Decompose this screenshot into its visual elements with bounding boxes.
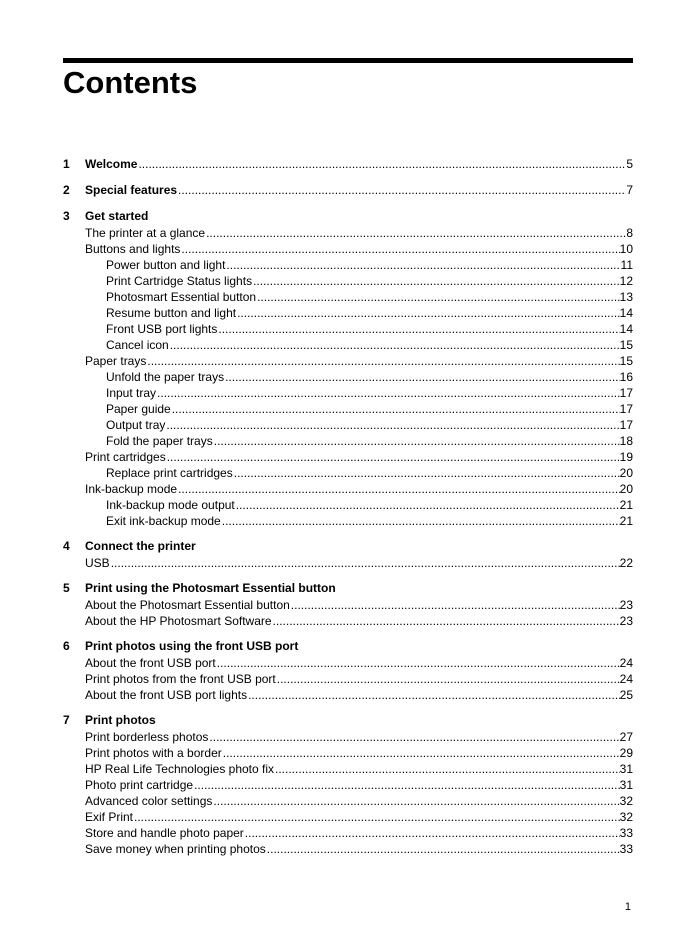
entry-page-number: 31 <box>619 778 633 792</box>
entry-title: Cancel icon <box>106 338 169 352</box>
dot-leader <box>275 761 620 777</box>
toc-entry[interactable] <box>63 401 633 417</box>
toc-entry[interactable] <box>63 555 633 571</box>
entry-title: Exit ink-backup mode <box>106 514 221 528</box>
dot-leader <box>217 655 620 671</box>
toc-chapter-heading[interactable] <box>63 208 633 225</box>
toc-chapter <box>63 712 633 857</box>
toc-entry[interactable] <box>63 761 633 777</box>
toc-entry[interactable] <box>63 513 633 529</box>
entry-title: HP Real Life Technologies photo fix <box>85 762 275 776</box>
dot-leader <box>213 793 619 809</box>
entry-page-number: 32 <box>619 810 633 824</box>
entry-title: Input tray <box>106 386 157 400</box>
page-number: 1 <box>624 901 631 913</box>
entry-page-number: 20 <box>619 466 633 480</box>
chapter-number: 7 <box>63 713 70 727</box>
dot-leader <box>167 449 620 465</box>
toc-entry[interactable] <box>63 225 633 241</box>
chapter-title: Print photos using the front USB port <box>85 639 299 653</box>
chapter-page-number: 7 <box>626 183 633 197</box>
chapter-title: Connect the printer <box>85 539 196 553</box>
entry-title: Photo print cartridge <box>85 778 194 792</box>
toc-entry[interactable] <box>63 353 633 369</box>
entry-page-number: 11 <box>620 258 633 272</box>
entry-page-number: 16 <box>619 370 633 384</box>
entry-title: Photosmart Essential button <box>106 290 257 304</box>
dot-leader <box>178 481 620 497</box>
table-of-contents <box>63 156 633 866</box>
toc-chapter-heading[interactable] <box>63 638 633 655</box>
toc-entry[interactable] <box>63 321 633 337</box>
chapter-number: 2 <box>63 183 70 197</box>
entry-title: Save money when printing photos <box>85 842 266 856</box>
entry-page-number: 10 <box>619 242 633 256</box>
entry-page-number: 31 <box>619 762 633 776</box>
toc-entry[interactable] <box>63 465 633 481</box>
toc-entry[interactable] <box>63 257 633 273</box>
dot-leader <box>273 613 620 629</box>
toc-chapter <box>63 638 633 703</box>
toc-entry[interactable] <box>63 613 633 629</box>
entry-page-number: 14 <box>619 306 633 320</box>
dot-leader <box>157 385 620 401</box>
dot-leader <box>236 497 620 513</box>
dot-leader <box>166 417 619 433</box>
entry-page-number: 14 <box>619 322 633 336</box>
entry-title: Print cartridges <box>85 450 166 464</box>
entry-page-number: 21 <box>619 514 633 528</box>
toc-chapter-heading[interactable] <box>63 580 633 597</box>
toc-entry[interactable] <box>63 385 633 401</box>
entry-page-number: 17 <box>619 418 633 432</box>
entry-page-number: 27 <box>619 730 633 744</box>
dot-leader <box>223 745 620 761</box>
entry-title: Unfold the paper trays <box>106 370 225 384</box>
dot-leader <box>277 671 620 687</box>
entry-page-number: 33 <box>619 826 633 840</box>
entry-page-number: 12 <box>619 274 633 288</box>
entry-page-number: 15 <box>619 354 633 368</box>
dot-leader <box>253 273 620 289</box>
dot-leader <box>218 321 619 337</box>
entry-page-number: 20 <box>619 482 633 496</box>
toc-entry[interactable] <box>63 687 633 703</box>
entry-page-number: 13 <box>619 290 633 304</box>
chapter-number: 1 <box>63 157 70 171</box>
dot-leader <box>234 465 620 481</box>
toc-chapter <box>63 208 633 529</box>
entry-title: Print photos with a border <box>85 746 222 760</box>
toc-entry[interactable] <box>63 449 633 465</box>
entry-page-number: 24 <box>619 656 633 670</box>
toc-chapter-heading[interactable] <box>63 156 633 173</box>
chapter-number: 3 <box>63 209 70 223</box>
entry-title: Print borderless photos <box>85 730 209 744</box>
entry-page-number: 23 <box>619 598 633 612</box>
chapter-title: Print using the Photosmart Essential button <box>85 581 336 595</box>
entry-title: Advanced color settings <box>85 794 213 808</box>
dot-leader <box>206 225 626 241</box>
toc-chapter-heading[interactable] <box>63 538 633 555</box>
toc-entry[interactable] <box>63 809 633 825</box>
entry-page-number: 21 <box>619 498 633 512</box>
chapter-page-number: 5 <box>626 157 633 171</box>
entry-title: Replace print cartridges <box>106 466 233 480</box>
toc-entry[interactable] <box>63 793 633 809</box>
toc-chapter-heading[interactable] <box>63 182 633 199</box>
dot-leader <box>178 182 626 199</box>
entry-title: The printer at a glance <box>85 226 206 240</box>
toc-entry[interactable] <box>63 671 633 687</box>
toc-chapter <box>63 156 633 173</box>
entry-page-number: 8 <box>626 226 633 240</box>
chapter-title: Special features <box>85 183 178 197</box>
toc-entry[interactable] <box>63 369 633 385</box>
dot-leader <box>214 433 620 449</box>
toc-chapter-heading[interactable] <box>63 712 633 729</box>
dot-leader <box>245 825 620 841</box>
entry-page-number: 32 <box>619 794 633 808</box>
entry-page-number: 25 <box>619 688 633 702</box>
entry-title: Output tray <box>106 418 166 432</box>
dot-leader <box>248 687 620 703</box>
dot-leader <box>111 555 620 571</box>
entry-page-number: 29 <box>619 746 633 760</box>
entry-title: Paper trays <box>85 354 147 368</box>
dot-leader <box>225 369 620 385</box>
toc-entry[interactable] <box>63 273 633 289</box>
entry-title: Paper guide <box>106 402 171 416</box>
dot-leader <box>209 729 619 745</box>
entry-page-number: 24 <box>619 672 633 686</box>
chapter-title: Get started <box>85 209 149 223</box>
dot-leader <box>222 513 620 529</box>
entry-title: Print photos from the front USB port <box>85 672 276 686</box>
toc-entry[interactable] <box>63 305 633 321</box>
entry-title: Buttons and lights <box>85 242 181 256</box>
entry-title: About the front USB port <box>85 656 216 670</box>
toc-chapter <box>63 182 633 199</box>
header-rule <box>63 58 633 63</box>
chapter-number: 4 <box>63 539 70 553</box>
entry-page-number: 18 <box>619 434 633 448</box>
dot-leader <box>194 777 620 793</box>
dot-leader <box>172 401 620 417</box>
entry-title: USB <box>85 556 110 570</box>
entry-page-number: 15 <box>619 338 633 352</box>
entry-title: About the front USB port lights <box>85 688 248 702</box>
toc-entry[interactable] <box>63 825 633 841</box>
toc-entry[interactable] <box>63 481 633 497</box>
entry-title: Store and handle photo paper <box>85 826 244 840</box>
toc-entry[interactable] <box>63 745 633 761</box>
dot-leader <box>267 841 620 857</box>
entry-title: Resume button and light <box>106 306 237 320</box>
entry-page-number: 23 <box>619 614 633 628</box>
dot-leader <box>181 241 619 257</box>
toc-entry[interactable] <box>63 497 633 513</box>
dot-leader <box>170 337 620 353</box>
dot-leader <box>147 353 619 369</box>
entry-title: Power button and light <box>106 258 226 272</box>
entry-title: Fold the paper trays <box>106 434 213 448</box>
toc-entry[interactable] <box>63 777 633 793</box>
toc-entry[interactable] <box>63 433 633 449</box>
toc-entry[interactable] <box>63 417 633 433</box>
chapter-title: Welcome <box>85 157 138 171</box>
entry-title: About the HP Photosmart Software <box>85 614 272 628</box>
toc-entry[interactable] <box>63 841 633 857</box>
entry-page-number: 22 <box>619 556 633 570</box>
dot-leader <box>237 305 620 321</box>
page-title: Contents <box>63 65 198 100</box>
toc-entry[interactable] <box>63 289 633 305</box>
entry-title: Ink-backup mode output <box>106 498 235 512</box>
dot-leader <box>134 809 620 825</box>
toc-entry[interactable] <box>63 729 633 745</box>
toc-chapter <box>63 580 633 629</box>
toc-entry[interactable] <box>63 655 633 671</box>
toc-entry[interactable] <box>63 597 633 613</box>
dot-leader <box>257 289 620 305</box>
entry-title: Exif Print <box>85 810 134 824</box>
chapter-number: 5 <box>63 581 70 595</box>
entry-title: About the Photosmart Essential button <box>85 598 290 612</box>
chapter-title: Print photos <box>85 713 156 727</box>
entry-title: Front USB port lights <box>106 322 218 336</box>
entry-title: Ink-backup mode <box>85 482 178 496</box>
dot-leader <box>226 257 620 273</box>
toc-chapter <box>63 538 633 571</box>
dot-leader <box>291 597 620 613</box>
entry-page-number: 33 <box>619 842 633 856</box>
toc-entry[interactable] <box>63 241 633 257</box>
entry-page-number: 17 <box>619 402 633 416</box>
toc-entry[interactable] <box>63 337 633 353</box>
entry-page-number: 19 <box>619 450 633 464</box>
dot-leader <box>138 156 626 173</box>
chapter-number: 6 <box>63 639 70 653</box>
entry-page-number: 17 <box>619 386 633 400</box>
entry-title: Print Cartridge Status lights <box>106 274 253 288</box>
